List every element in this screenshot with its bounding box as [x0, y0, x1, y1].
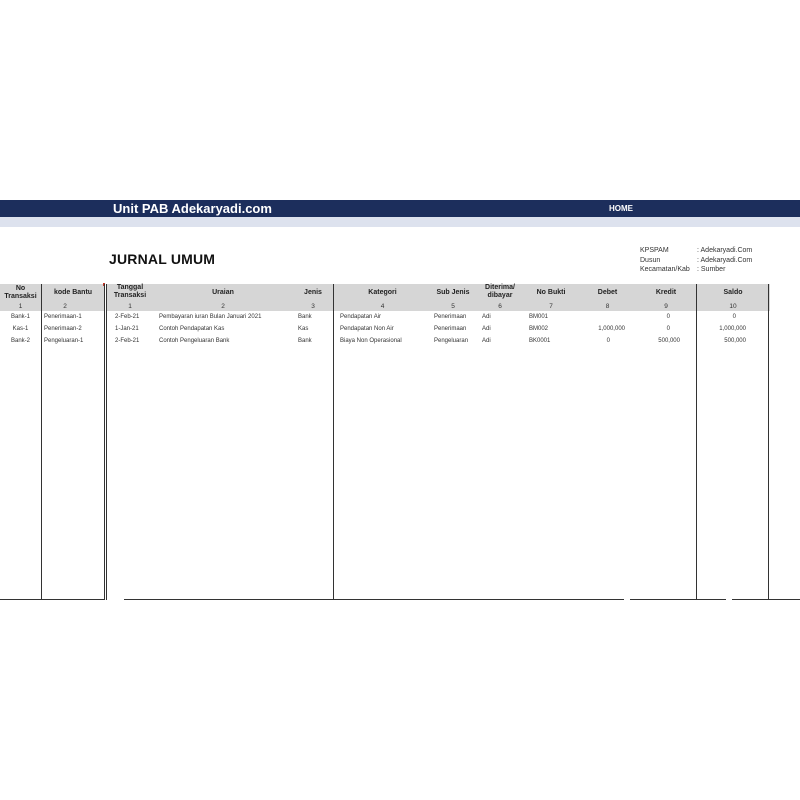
info-block	[640, 246, 752, 275]
column-divider	[768, 284, 769, 600]
table-cell: Pengeluaran	[434, 338, 469, 344]
col-header-jenis: Jenis	[304, 289, 322, 296]
col-header-no-bukti: No Bukti	[536, 289, 566, 296]
table-cell: Bank	[298, 314, 312, 320]
table-cell: Kas-1	[12, 326, 29, 332]
table-cell: 0	[666, 314, 670, 320]
table-cell: Bank-2	[10, 338, 30, 344]
table-cell: Adi	[482, 326, 491, 332]
table-cell: Kas	[298, 326, 309, 332]
table-cell: Pembayaran iuran Bulan Januari 2021	[159, 314, 262, 320]
info-value: : Adekaryadi.Com	[697, 247, 753, 254]
info-label: Dusun	[640, 256, 661, 264]
table-cell: 500,000	[724, 338, 746, 344]
table-cell: 2-Feb-21	[115, 314, 140, 320]
table-cell: BK0001	[529, 338, 551, 344]
col-header-kategori: Kategori	[368, 289, 397, 296]
info-value: : Sumber	[697, 266, 726, 273]
col-header-kode-bantu: kode Bantu	[53, 289, 93, 296]
col-number: 7	[549, 303, 553, 310]
table-cell: Pendapatan Air	[340, 314, 382, 320]
col-header-diterima-dibayar: Diterima/ dibayar	[485, 284, 515, 299]
info-row	[640, 246, 752, 256]
column-divider	[41, 284, 42, 600]
table-cell: BM001	[529, 314, 549, 320]
col-header-debet: Debet	[597, 289, 618, 296]
table-cell: Pengeluaran-1	[44, 338, 84, 344]
col-header-sub-jenis: Sub Jenis	[436, 289, 470, 296]
table-cell: 0	[666, 326, 670, 332]
col-header-tanggal: Tanggal Transaksi	[113, 284, 147, 299]
column-divider	[104, 284, 105, 600]
table-cell: Bank-1	[10, 314, 30, 320]
col-number: 1	[18, 303, 23, 310]
table-cell: Adi	[482, 314, 491, 320]
table-cell: Contoh Pengeluaran Bank	[159, 338, 230, 344]
table-bottom-border	[732, 599, 800, 600]
table-cell: Pendapatan Non Air	[340, 326, 394, 332]
col-number: 9	[664, 303, 668, 310]
table-cell: 1-Jan-21	[115, 326, 139, 332]
info-row	[640, 256, 752, 266]
table-cell: 0	[606, 338, 610, 344]
col-header-kredit: Kredit	[655, 289, 677, 296]
col-number: 2	[221, 303, 225, 310]
table-cell: Adi	[482, 338, 491, 344]
table-cell: 2-Feb-21	[115, 338, 140, 344]
col-number: 1	[128, 303, 132, 310]
table-cell: Penerimaan	[434, 326, 467, 332]
info-label: Kecamatan/Kab	[640, 266, 690, 273]
col-number: 2	[63, 303, 67, 310]
col-header-uraian: Uraian	[212, 289, 234, 296]
page-title: JURNAL UMUM	[109, 251, 216, 267]
table-bottom-border	[124, 599, 624, 600]
col-header-no-transaksi: No Transaksi	[4, 285, 37, 300]
table-cell: Contoh Pendapatan Kas	[159, 326, 225, 332]
info-label: KPSPAM	[640, 247, 669, 254]
table-cell: 500,000	[658, 338, 680, 344]
col-number: 5	[451, 303, 455, 310]
home-link[interactable]: HOME	[609, 204, 633, 213]
col-number: 8	[605, 303, 610, 310]
sub-nav-bar	[0, 217, 800, 227]
table-cell: Penerimaan-2	[44, 326, 82, 332]
col-number: 6	[498, 303, 502, 310]
table-cell: BM002	[529, 326, 549, 332]
table-cell: Penerimaan	[434, 314, 467, 320]
column-divider	[696, 284, 697, 600]
column-divider	[333, 284, 334, 600]
table-cell: 1,000,000	[598, 326, 625, 332]
col-number: 3	[311, 303, 315, 310]
table-cell: 1,000,000	[719, 326, 746, 332]
col-number: 4	[380, 303, 385, 310]
col-number: 10	[729, 303, 737, 310]
table-cell: 0	[732, 314, 736, 320]
table-bottom-border	[630, 599, 726, 600]
column-divider	[106, 284, 107, 600]
info-row	[640, 265, 752, 275]
table-cell: Bank	[298, 338, 312, 344]
table-cell: Penerimaan-1	[44, 314, 82, 320]
info-value: : Adekaryadi.Com	[697, 256, 753, 264]
col-header-saldo: Saldo	[723, 289, 743, 296]
table-bottom-border	[0, 599, 104, 600]
table-cell: Biaya Non Operasional	[340, 338, 402, 344]
app-title: Unit PAB Adekaryadi.com	[113, 201, 272, 216]
